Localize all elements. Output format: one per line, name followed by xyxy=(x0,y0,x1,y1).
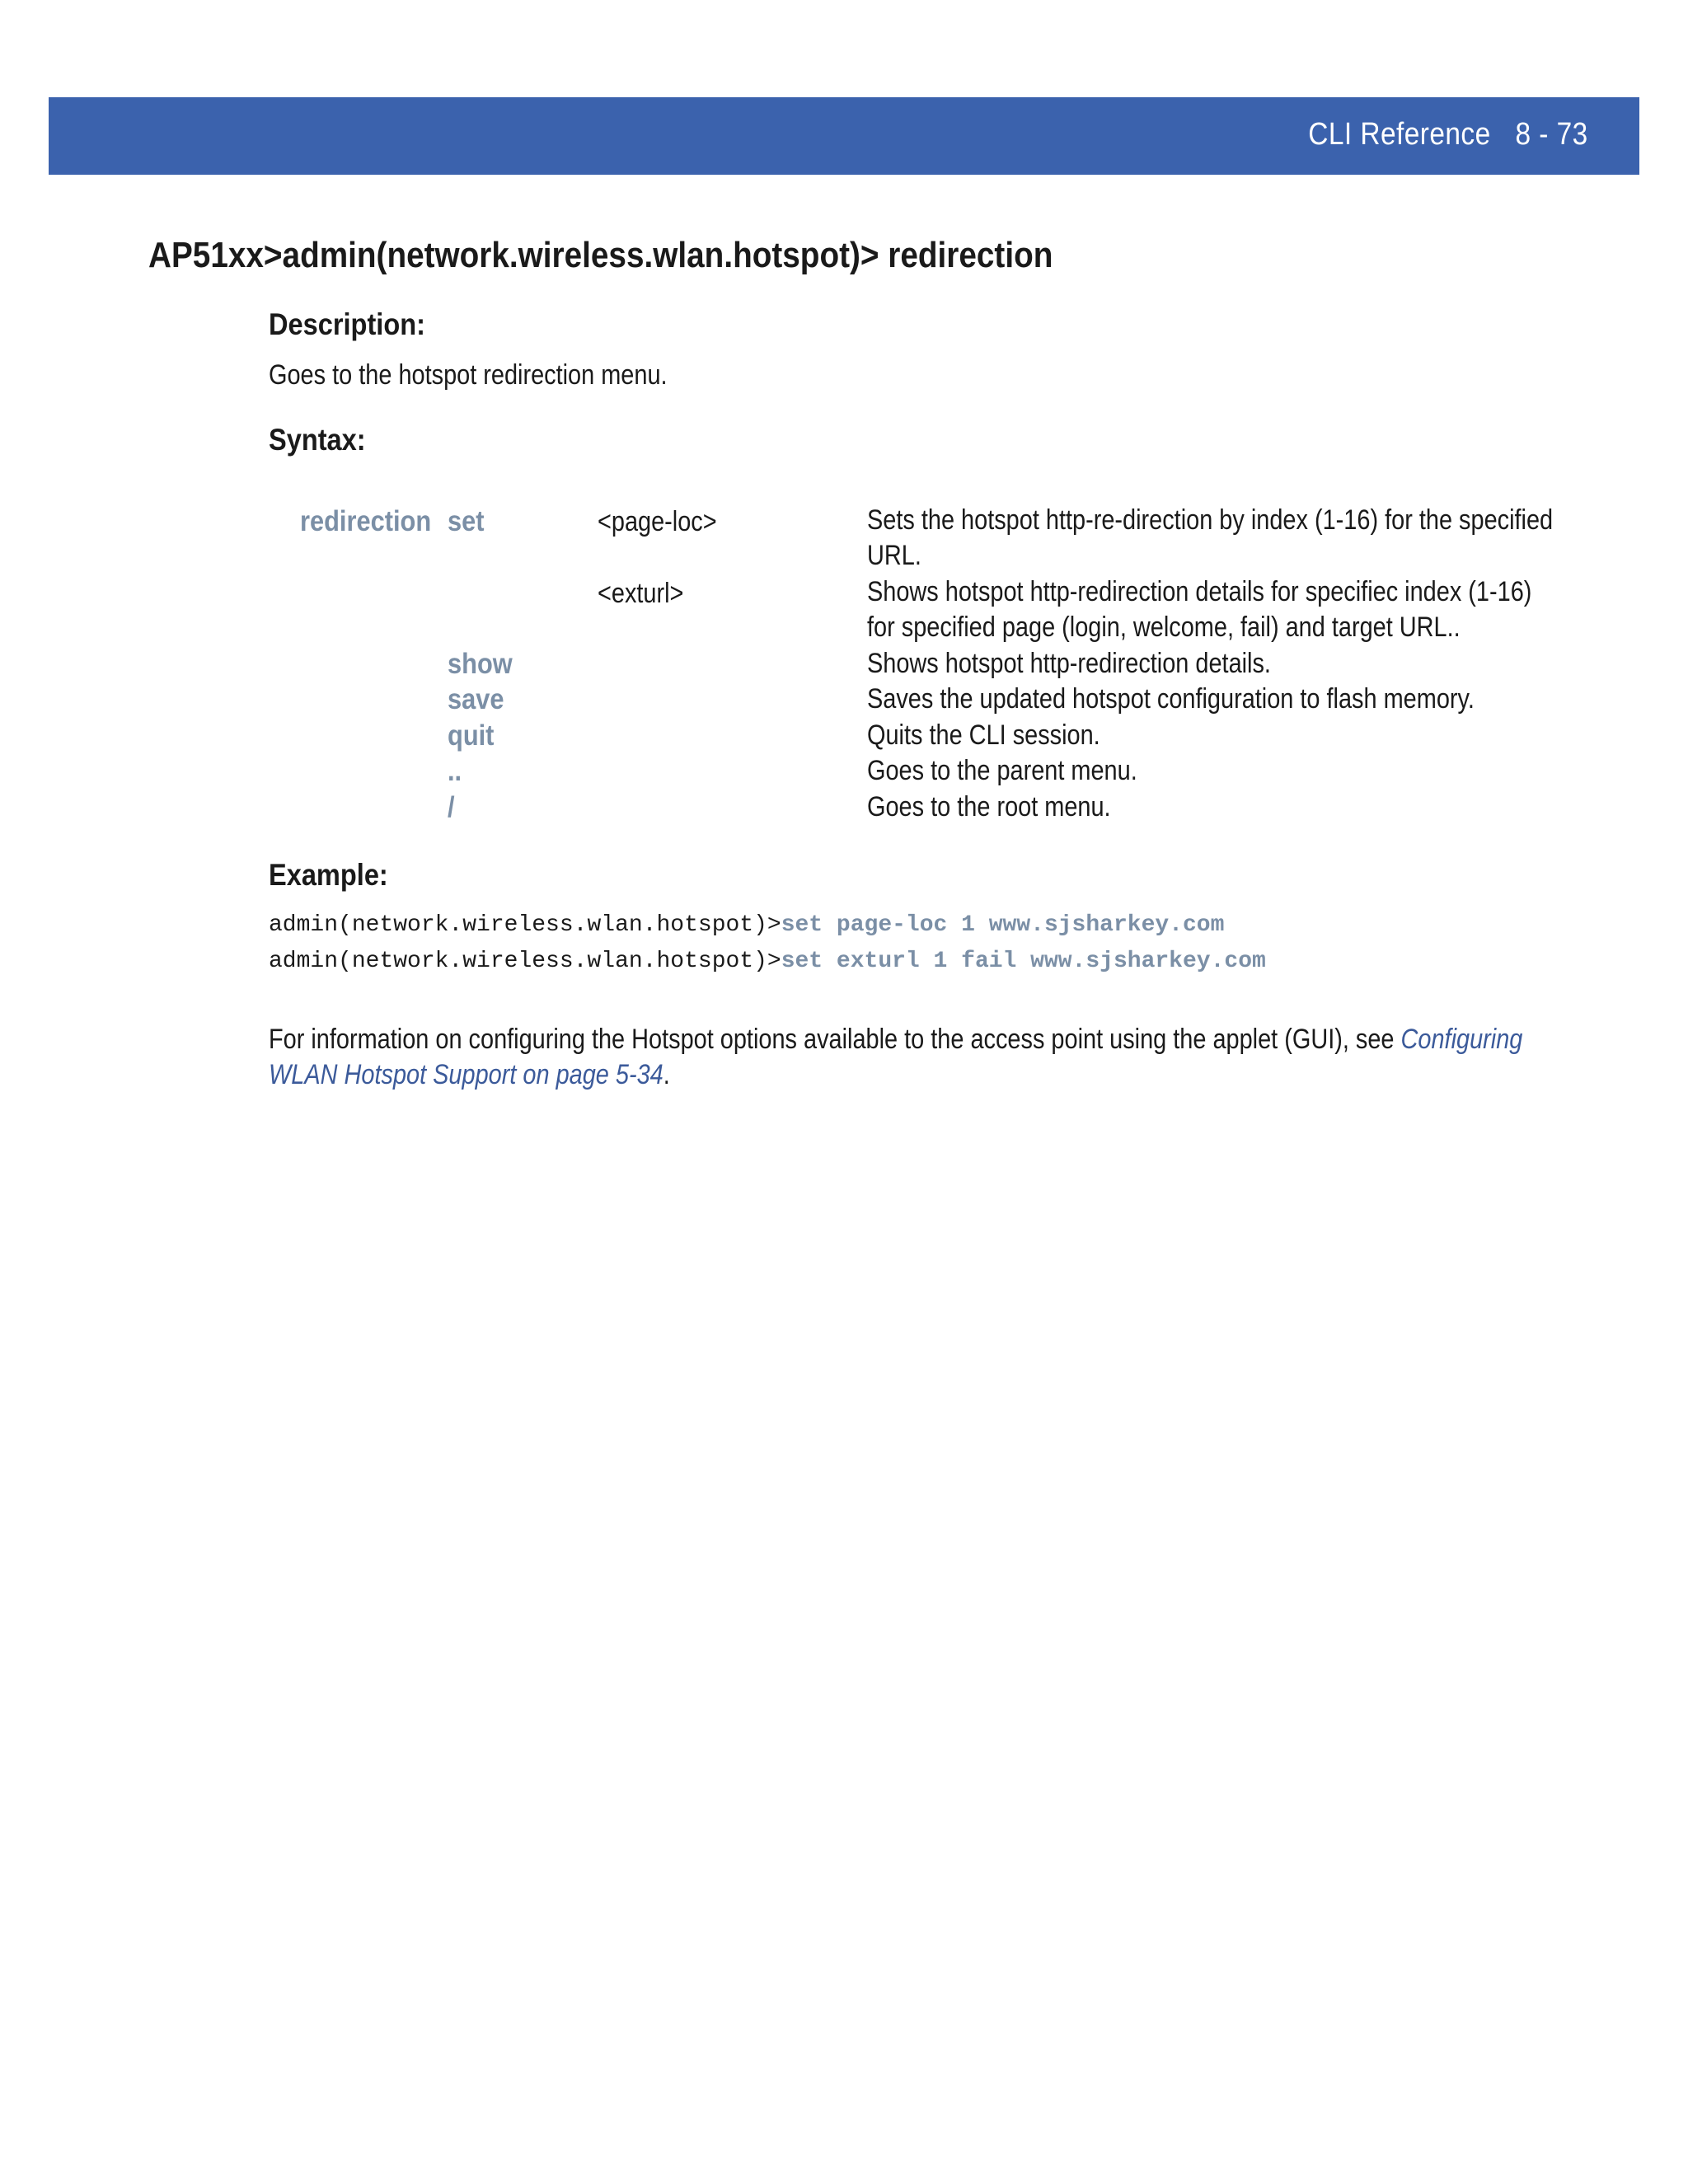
syntax-sub-set: set xyxy=(448,505,485,537)
example-command: set exturl 1 fail www.sjsharkey.com xyxy=(781,949,1266,974)
desc-line: for specified page (login, welcome, fail) and target URL.. xyxy=(867,612,1461,643)
syntax-desc-root: Goes to the root menu. xyxy=(867,791,1111,823)
cross-reference-link[interactable]: WLAN Hotspot Support on page 5-34 xyxy=(269,1059,663,1090)
example-heading: Example: xyxy=(269,858,388,892)
syntax-param-page-loc: <page-loc> xyxy=(598,506,717,537)
syntax-param-exturl: <exturl> xyxy=(598,578,684,609)
description-text: Goes to the hotspot redirection menu. xyxy=(269,359,668,391)
syntax-desc-parent: Goes to the parent menu. xyxy=(867,755,1137,786)
syntax-desc-quit: Quits the CLI session. xyxy=(867,719,1100,751)
syntax-sub-root: / xyxy=(448,791,455,823)
syntax-sub-show: show xyxy=(448,648,513,680)
cross-reference-link[interactable]: Configuring xyxy=(1400,1024,1523,1055)
example-prompt: admin(network.wireless.wlan.hotspot)> xyxy=(269,949,781,974)
info-paragraph xyxy=(269,1022,1586,1093)
header-section: CLI Reference xyxy=(1308,117,1491,152)
desc-line: Sets the hotspot http-re-direction by index (1-16) for the specified xyxy=(867,504,1554,536)
example-command: set page-loc 1 www.sjsharkey.com xyxy=(781,912,1225,938)
example-line xyxy=(269,949,1266,974)
header-text xyxy=(1309,117,1588,152)
syntax-desc-set-exturl xyxy=(867,574,1531,645)
syntax-sub-parent: .. xyxy=(448,755,462,787)
header-page-number: 8 - 73 xyxy=(1515,117,1588,152)
syntax-command: redirection xyxy=(300,505,432,537)
page-header-bar xyxy=(49,97,1639,175)
desc-line: URL. xyxy=(867,540,921,571)
info-text: For information on configuring the Hotspot options available to the access point using the applet (GUI), see xyxy=(269,1024,1401,1055)
syntax-heading: Syntax: xyxy=(269,423,366,457)
info-end: . xyxy=(663,1059,670,1090)
syntax-desc-set-page-loc xyxy=(867,503,1553,574)
syntax-sub-save: save xyxy=(448,683,504,715)
syntax-desc-save: Saves the updated hotspot configuration to flash memory. xyxy=(867,683,1475,715)
desc-line: Shows hotspot http-redirection details for specifiec index (1-16) xyxy=(867,576,1532,607)
example-line xyxy=(269,912,1224,938)
syntax-sub-quit: quit xyxy=(448,719,495,752)
description-heading: Description: xyxy=(269,307,425,341)
command-title: AP51xx>admin(network.wireless.wlan.hotspot)> redirection xyxy=(148,235,1053,275)
example-prompt: admin(network.wireless.wlan.hotspot)> xyxy=(269,912,781,938)
syntax-desc-show: Shows hotspot http-redirection details. xyxy=(867,648,1271,679)
